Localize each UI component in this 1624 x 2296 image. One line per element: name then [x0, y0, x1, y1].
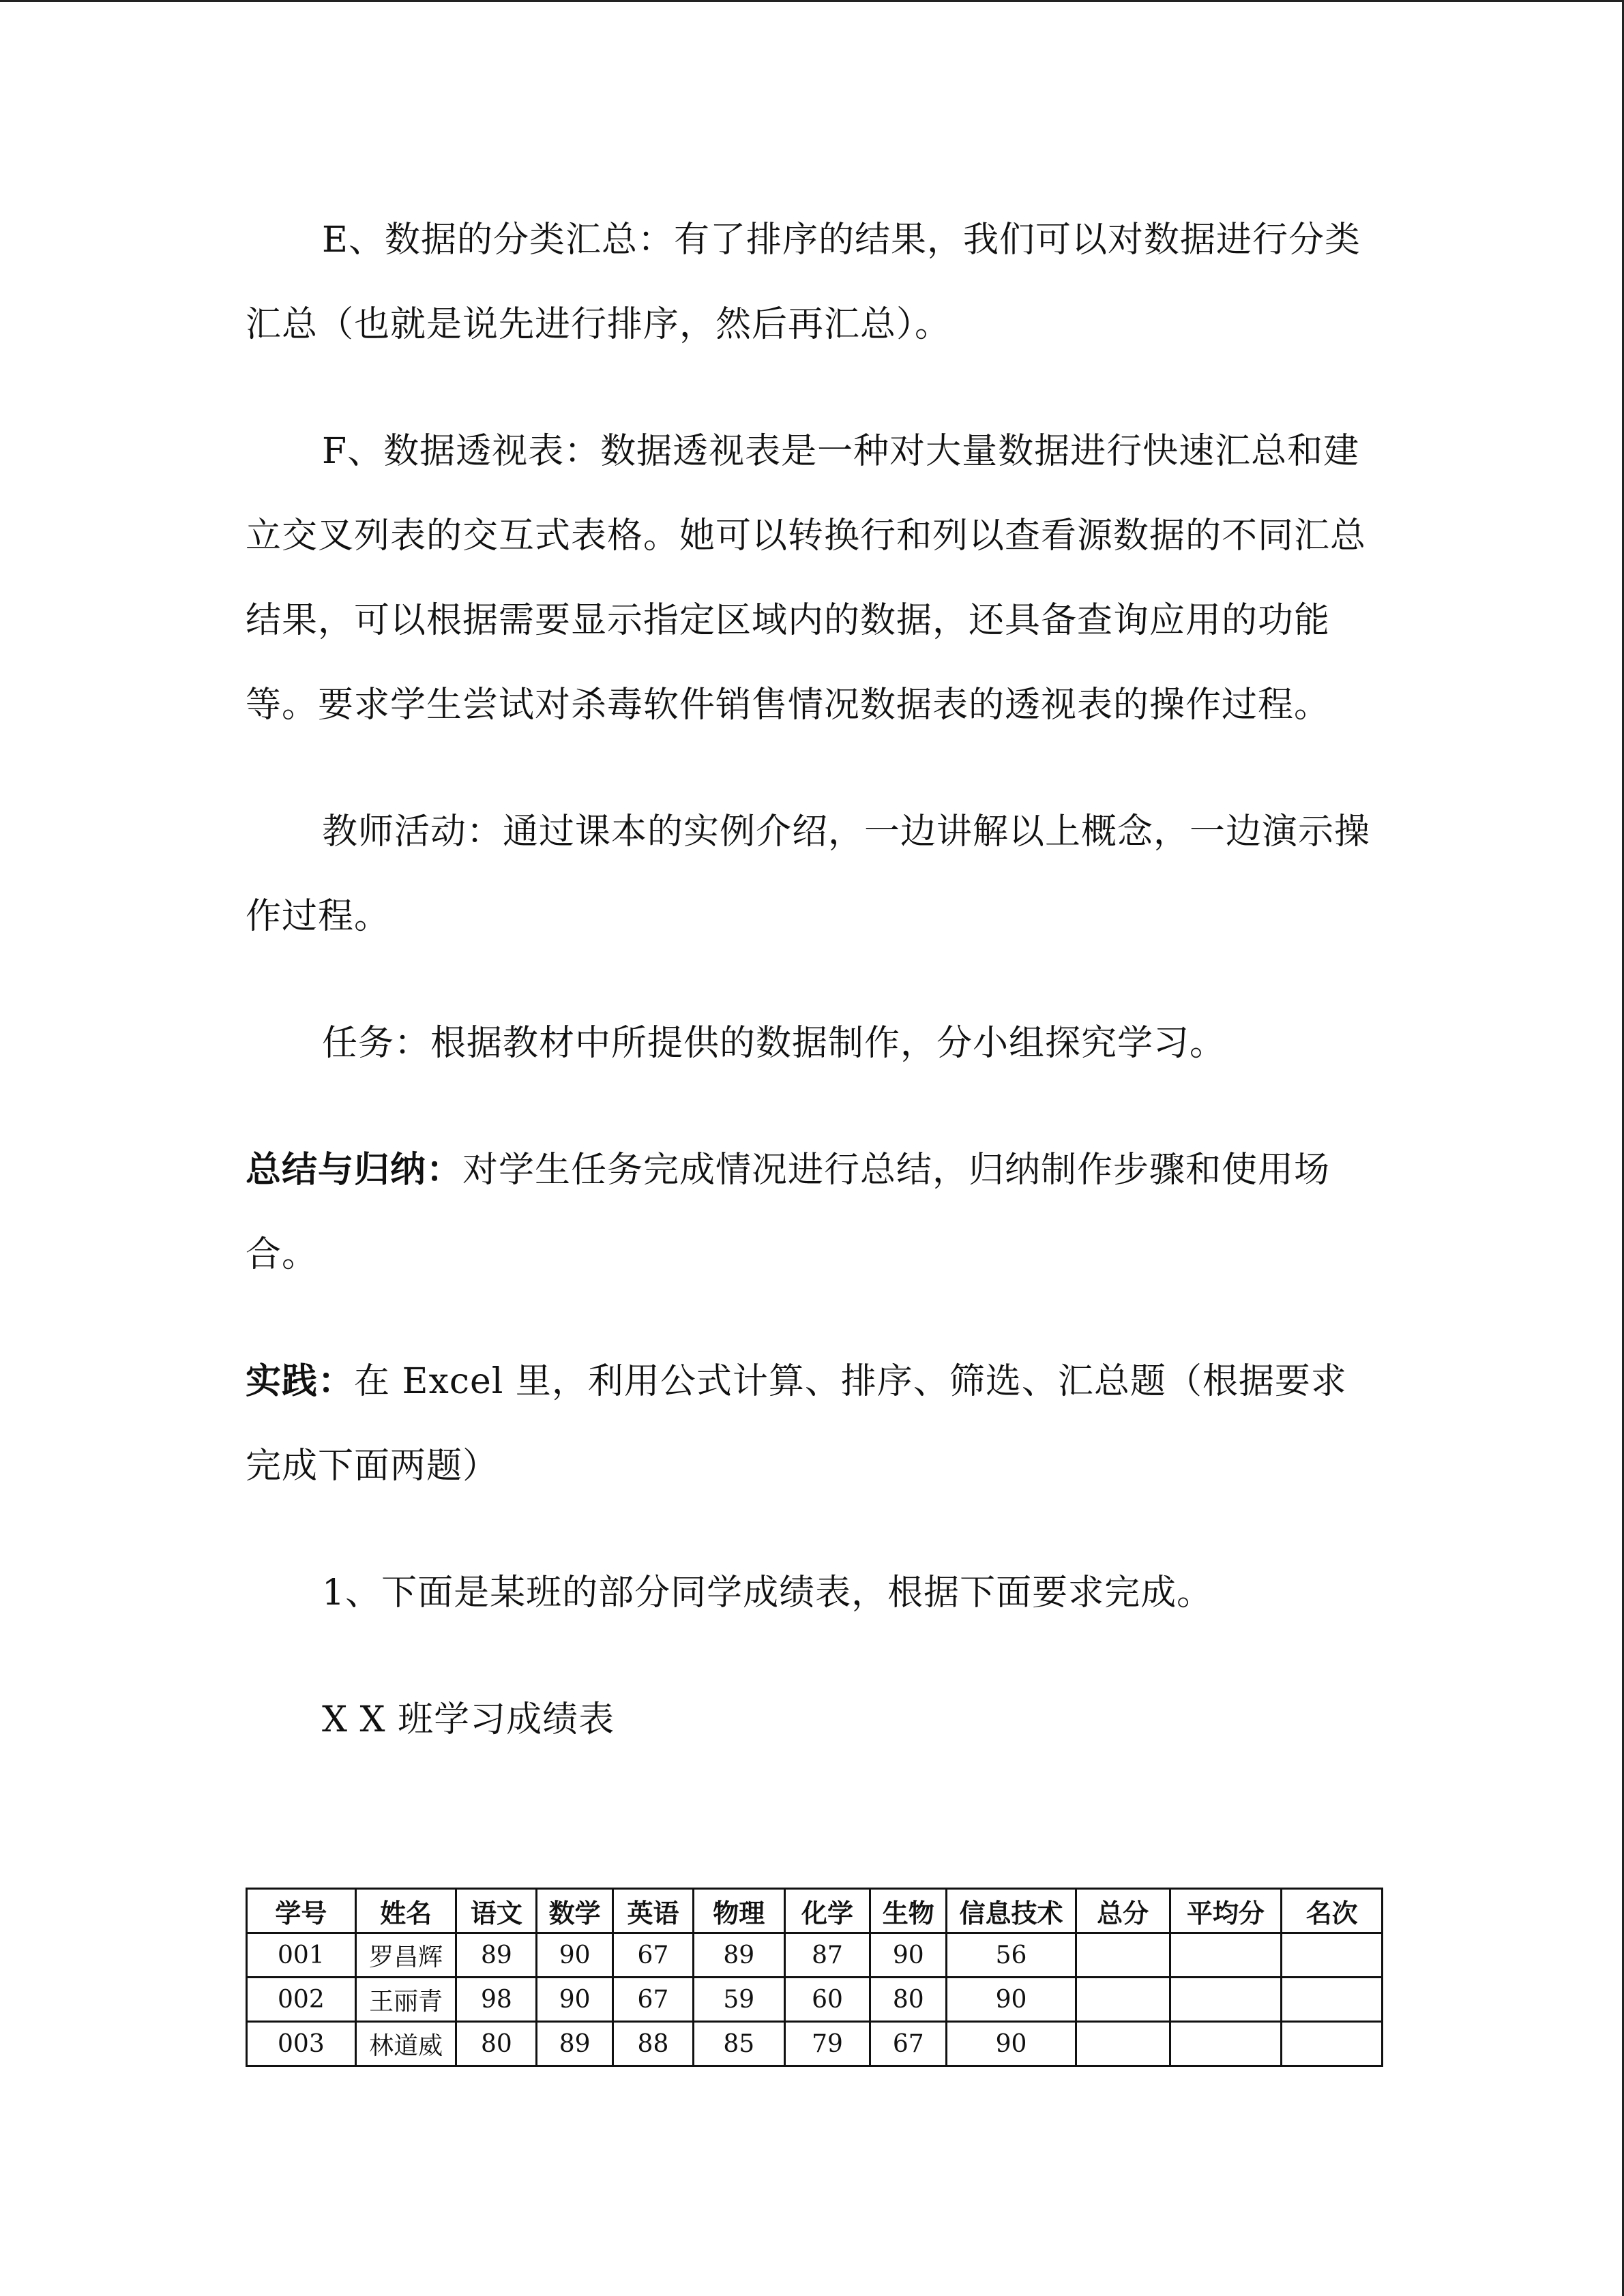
table-row: [247, 2022, 1383, 2066]
practice-text: 在 Excel 里，利用公式计算、排序、筛选、汇总题（根据要求完成下面两题）: [246, 1361, 1347, 1487]
header-it: 信息技术: [947, 1889, 1076, 1933]
cell-name: 罗昌辉: [355, 1933, 456, 1978]
cell-name: 林道威: [355, 2022, 456, 2066]
cell-rank: [1282, 1933, 1383, 1978]
cell-rank: [1282, 2022, 1383, 2066]
header-english: 英语: [613, 1889, 694, 1933]
header-average: 平均分: [1170, 1889, 1282, 1933]
summary-text: 对学生任务完成情况进行总结，归纳制作步骤和使用场合。: [246, 1150, 1331, 1275]
cell-biology: 80: [870, 1978, 947, 2022]
cell-math: 90: [537, 1978, 613, 2022]
cell-total: [1076, 1978, 1170, 2022]
header-student-id: 学号: [247, 1889, 356, 1933]
table-row: [247, 1978, 1383, 2022]
cell-it: 90: [947, 1978, 1076, 2022]
cell-student-id: 002: [247, 1978, 356, 2022]
cell-physics: 85: [693, 2022, 784, 2066]
score-table: [246, 1888, 1383, 2067]
header-physics: 物理: [693, 1889, 784, 1933]
table-title: X X 班学习成绩表: [322, 1699, 615, 1740]
header-chemistry: 化学: [784, 1889, 870, 1933]
practice-label: 实践：: [246, 1360, 355, 1402]
cell-biology: 90: [870, 1933, 947, 1978]
paragraph-summary: [246, 1128, 1378, 1297]
header-name: 姓名: [355, 1889, 456, 1933]
cell-chinese: 98: [456, 1978, 537, 2022]
header-chinese: 语文: [456, 1889, 537, 1933]
paragraph-question-1: 1、下面是某班的部分同学成绩表，根据下面要求完成。: [322, 1572, 1213, 1613]
table-header-row: [247, 1889, 1383, 1933]
cell-average: [1170, 1933, 1282, 1978]
cell-it: 90: [947, 2022, 1076, 2066]
cell-chinese: 89: [456, 1933, 537, 1978]
paragraph-task: 任务：根据教材中所提供的数据制作，分小组探究学习。: [322, 1023, 1226, 1064]
cell-math: 90: [537, 1933, 613, 1978]
cell-biology: 67: [870, 2022, 947, 2066]
header-total: 总分: [1076, 1889, 1170, 1933]
table-row: [247, 1933, 1383, 1978]
cell-physics: 59: [693, 1978, 784, 2022]
cell-average: [1170, 2022, 1282, 2066]
paragraph-pivot-table: F、数据透视表：数据透视表是一种对大量数据进行快速汇总和建立交叉列表的交互式表格。她可以转换行和列以查看源数据的不同汇总结果，可以根据需要显示指定区域内的数据，还具备查询应用的功能等。要求学生尝试对杀毒软件销售情况数据表的透视表的操作过程。: [246, 431, 1367, 726]
header-biology: 生物: [870, 1889, 947, 1933]
header-rank: 名次: [1282, 1889, 1383, 1933]
page-border-top: [0, 0, 1624, 2]
cell-name: 王丽青: [355, 1978, 456, 2022]
cell-english: 67: [613, 1933, 694, 1978]
paragraph-data-subtotal: E、数据的分类汇总：有了排序的结果，我们可以对数据进行分类汇总（也就是说先进行排序，然后再汇总）。: [246, 220, 1361, 345]
cell-chemistry: 87: [784, 1933, 870, 1978]
cell-rank: [1282, 1978, 1383, 2022]
cell-it: 56: [947, 1933, 1076, 1978]
paragraph-teacher-activity: 教师活动：通过课本的实例介绍，一边讲解以上概念，一边演示操作过程。: [246, 811, 1371, 937]
cell-chemistry: 60: [784, 1978, 870, 2022]
cell-total: [1076, 1933, 1170, 1978]
paragraph-practice: [246, 1339, 1378, 1508]
summary-label: 总结与归纳：: [246, 1149, 463, 1191]
cell-english: 67: [613, 1978, 694, 2022]
cell-math: 89: [537, 2022, 613, 2066]
cell-student-id: 003: [247, 2022, 356, 2066]
cell-chemistry: 79: [784, 2022, 870, 2066]
cell-physics: 89: [693, 1933, 784, 1978]
header-math: 数学: [537, 1889, 613, 1933]
cell-student-id: 001: [247, 1933, 356, 1978]
cell-english: 88: [613, 2022, 694, 2066]
cell-total: [1076, 2022, 1170, 2066]
document-body: [246, 198, 1378, 1789]
cell-average: [1170, 1978, 1282, 2022]
cell-chinese: 80: [456, 2022, 537, 2066]
